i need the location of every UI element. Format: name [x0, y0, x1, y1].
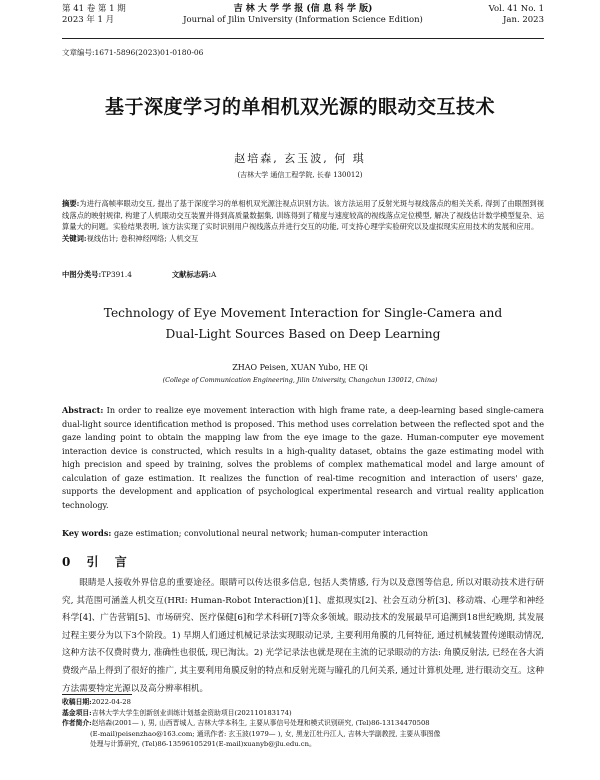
abstract-en-label: Abstract: [62, 405, 104, 415]
title-en-line1: Technology of Eye Movement Interaction for Single-Camera and [103, 306, 503, 320]
header-date-en: Jan. 2023 [503, 15, 544, 25]
footnote-fund [62, 708, 544, 719]
section-heading [62, 553, 133, 570]
author-bio-line1: 赵培森(2001— ), 男, 山西晋城人, 吉林大学本科生, 主要从事信号处理和模式识别研究, (Tel)86-13134470508 [91, 719, 430, 727]
header-date-cn: 2023 年 1 月 [62, 15, 115, 25]
keywords-en: gaze estimation; convolutional neural network; human-computer interaction [113, 528, 428, 538]
journal-name-en: Journal of Jilin University (Information Science Edition) [183, 15, 423, 25]
fund-label: 基金项目: [62, 708, 92, 717]
footnotes [62, 697, 544, 750]
doc-code: A [211, 270, 217, 279]
body-text [62, 575, 544, 698]
received-label: 收稿日期: [62, 698, 92, 706]
header-vol-en [489, 4, 544, 26]
header-journal [62, 4, 544, 26]
title-cn: 基于深度学习的单相机双光源的眼动交互技术 [104, 96, 495, 118]
doc-code-label: 文献标志码: [171, 270, 212, 279]
article-number: 文章编号:1671-5896(2023)01-0180-06 [62, 48, 204, 57]
footnote-received [62, 697, 544, 708]
keywords-cn: 视线估计; 卷积神经网络; 人机交互 [86, 233, 199, 243]
section-number: 0 [62, 555, 77, 569]
header-volume-issue: 第 41 卷 第 1 期 [62, 4, 126, 14]
affiliation-en: (College of Communication Engineering, Jilin University, Changchun 130012, China) [162, 376, 438, 384]
affiliation-cn: (吉林大学 通信工程学院, 长春 130012) [237, 171, 363, 179]
cls-number: TP391.4 [101, 270, 132, 279]
abstract-cn [62, 198, 544, 244]
journal-name-cn: 吉 林 大 学 学 报 (信 息 科 学 版) [233, 4, 373, 14]
received-date: 2022-04-28 [91, 698, 131, 706]
footnote-rule [62, 694, 132, 695]
author-bio-line3: 处理与计算研究, (Tel)86-13596105291(E-mail)xuanyb@jlu.edu.cn。 [90, 740, 316, 748]
title-en-line2: Dual-Light Sources Based on Deep Learning [165, 327, 441, 341]
fund-text: 吉林大学大学生创新创业训练计划基金资助项目(202110183174) [91, 708, 292, 717]
author-label: 作者简介: [62, 719, 92, 727]
abstract-en [62, 404, 544, 512]
abstract-cn-label: 摘要: [62, 199, 80, 208]
running-header [62, 4, 544, 39]
abstract-en-text: In order to realize eye movement interaction with high frame rate, a deep-learning based single-camera dual-light source identification method is proposed. This method uses correlation between the reflected spot and the gaze landing point to obtain the mapping law from the eye image to the gaze. Human-computer eye movement interaction device is constructed, which results in a high-quality dataset, obtains the gaze estimating model with high precision and speed by training, solves the problems of complex mathematical model and large amount of calculation of gaze estimation. It realizes the function of real-time recognition and interaction of users' gaze, supports the development and application of psychological experimental research and virtual reality application technology. [62, 405, 544, 510]
title-en [62, 303, 544, 345]
authors-en: ZHAO Peisen, XUAN Yubo, HE Qi [232, 363, 368, 372]
authors-cn: 赵培森, 玄玉波, 何 琪 [234, 152, 366, 165]
author-bio-line2: (E-mail)peisenzhao@163.com; 通讯作者: 玄玉波(1979— ), 女, 黑龙江牡丹江人, 吉林大学副教授, 主要从事图像 [90, 729, 441, 738]
keywords-cn-label: 关键词: [62, 233, 87, 243]
section-title: 引 言 [86, 555, 133, 569]
classification-line [62, 270, 216, 280]
body-paragraph: 眼睛是人接收外界信息的重要途径。眼睛可以传达很多信息, 包括人类情感, 行为以及意图等信息, 所以对眼动技术进行研究, 其范围可涵盖人机交互(HRI: Human-Robot Interaction)[1]、虚拟现实[2]、社会互动分析[3]、移动端、心理学和神经科学[4]、广告营销[5]、市场研究、医疗保健[6]和学术科研[7]等众多领域。眼动技术的发展最早可追溯到18世纪晚期, 其发展过程主要分为以下3个阶段。1) 早期人们通过机械记录法实现眼动记录, 主要利用角膜的几何特征, 通过机械装置传递眼动情况, 这种方法不仅费时费力, 准确性也很低, 现已淘汰。2) 光学记录法也就是现在主流的记录眼动的方法: 角膜反射法, 已经在各大消费级产品上得到了很好的推广, 其主要利用角膜反射的特点和反射光斑与瞳孔的几何关系, 通过计算机处理, 进行眼动交互。这种方法需要特定光源以及高分辨率相机。 [62, 578, 544, 694]
cls-label: 中图分类号: [62, 270, 102, 279]
abstract-cn-text: 为进行高帧率眼动交互, 提出了基于深度学习的单相机双光源注视点识别方法。该方法运用了反射光斑与视线落点的相关关系, 得到了由眼图到视线落点的映射规律, 构建了人机眼动交互装置并得到高质量数据集, 训练得到了精度与速度较高的视线落点定位模型, 解决了视线估计数学模型复杂、运算量大的问题。实验结果表明, 该方法实现了实时识别用户视线落点并进行交互的功能, 可支持心理学实验研究以及虚拟现实应用技术的发展和应用。 [62, 199, 544, 232]
keywords-en-line [62, 528, 544, 538]
keywords-en-label: Key words: [62, 528, 112, 538]
header-volume-en: Vol. 41 No. 1 [488, 4, 544, 14]
footnote-author [62, 718, 544, 729]
